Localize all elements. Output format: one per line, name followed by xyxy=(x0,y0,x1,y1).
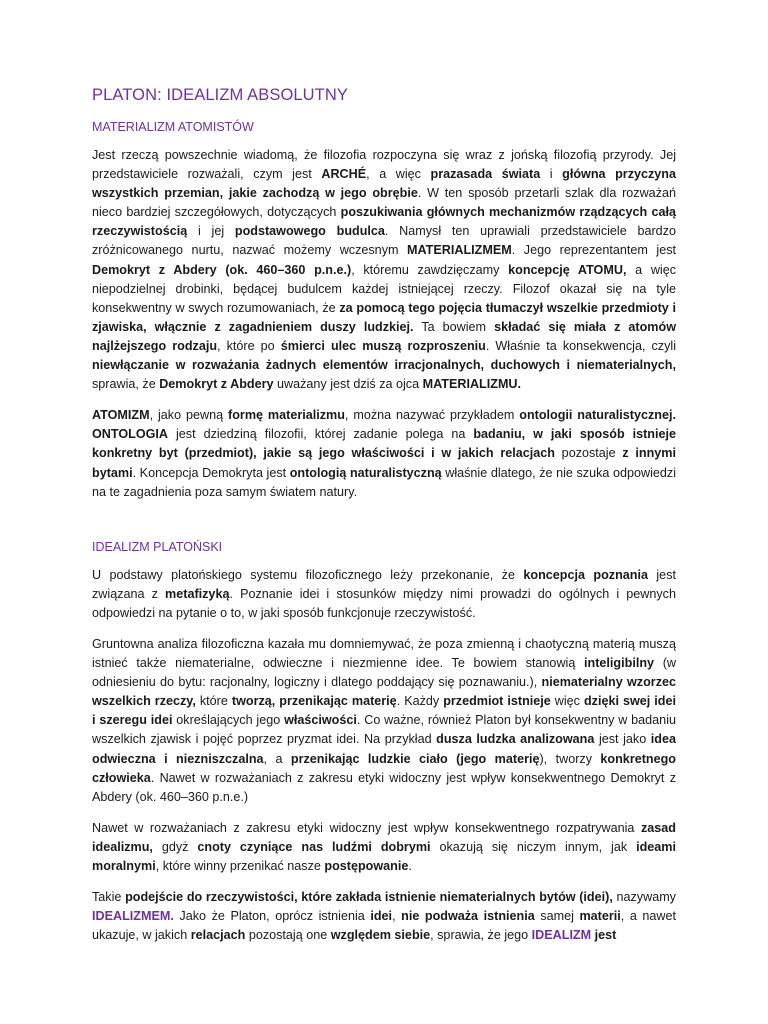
text-run: , któremu zawdzięczamy xyxy=(351,262,509,277)
bold-run: ATOMIZM xyxy=(92,408,150,423)
bold-run: koncepcja poznania xyxy=(523,567,648,582)
text-run: Gruntowna analiza filozoficzna kazała mu domniemywać, że poza zmienną i chaotyczną materią muszą istnieć także niematerialne, odwieczne i niezmienne idee. Te bowiem stanowią xyxy=(92,636,676,671)
text-run: , a nawet ukazuje, w jakich xyxy=(92,909,676,943)
text-run: . W ten sposób przetarli szlak dla rozważań nieco bardziej szczegółowych, dotyczących xyxy=(92,186,676,220)
bold-run: zasad idealizmu, xyxy=(92,820,676,854)
text-run: , można nazywać przykładem xyxy=(344,408,520,423)
text-run: , które po xyxy=(217,338,281,353)
bold-run: koncepcję ATOMU, xyxy=(508,262,627,277)
text-run: . Nawet w rozważaniach z zakresu etyki widoczny jest wpływ konsekwentnego Demokryt z Abdery (ok. 460–360 p.n.e.) xyxy=(92,770,676,804)
bold-run: ontologii naturalistycznej. ONTOLOGIA xyxy=(92,408,676,442)
text-run: . Poznanie idei i stosunków między nimi prowadzi do ogólnych i pewnych odpowiedzi na pytanie o to, w jaki sposób funkcjonuje rzeczywistość. xyxy=(92,586,676,620)
bold-run: badaniu, w jaki sposób istnieje konkretny byt (przedmiot), jakie są jego właściwości i w jakich relacjach xyxy=(92,427,677,461)
bold-run: Demokryt z Abdery (ok. 460–360 p.n.e.) xyxy=(92,262,352,277)
bold-run: ontologią naturalistyczną xyxy=(289,465,442,480)
bold-run: MATERIALIZMU. xyxy=(422,377,522,392)
bold-run: konkretnego człowieka xyxy=(92,751,676,785)
text-run: , jako pewną xyxy=(149,408,229,423)
text-run: i jej xyxy=(187,224,235,239)
text-run: . Każdy xyxy=(396,694,444,709)
text-run: nazywamy xyxy=(612,890,676,905)
text-run: U podstawy platońskiego systemu filozoficznego leży przekonanie, że xyxy=(92,567,524,582)
bold-run: relacjach xyxy=(190,928,246,943)
text-run: jest dziedziną filozofii, której zadanie polega na xyxy=(168,427,474,442)
section-heading-materialism: MATERIALIZM ATOMISTÓW xyxy=(92,120,254,134)
section-body-idealism xyxy=(92,566,676,946)
text-run: . Jego reprezentantem jest xyxy=(511,243,676,258)
text-run: jest związana z xyxy=(92,567,676,601)
bold-run: IDEALIZMEM. xyxy=(92,909,174,924)
text-run: ), tworzy xyxy=(539,751,601,766)
bold-run: metafizyką xyxy=(165,586,230,601)
paragraph xyxy=(92,146,676,394)
document-title: PLATON: IDEALIZM ABSOLUTNY xyxy=(92,86,348,104)
section-body-materialism xyxy=(92,146,676,502)
text-run: Jako że Platon, oprócz istnienia xyxy=(173,909,371,924)
text-run: (w odniesieniu do bytu: racjonalny, logiczny i dlatego poddający się poznawaniu.), xyxy=(92,656,676,690)
bold-run: inteligibilny xyxy=(584,656,655,671)
bold-run: IDEALIZM xyxy=(531,928,592,943)
bold-run: śmierci ulec muszą rozproszeniu xyxy=(280,338,486,353)
bold-run: niewłączanie w rozważania żadnych elementów irracjonalnych, duchowych i niematerialnych, xyxy=(92,358,676,373)
bold-run: właściwości xyxy=(284,713,357,728)
text-run: i xyxy=(540,167,563,182)
text-run: . xyxy=(408,859,412,873)
bold-run: względem siebie xyxy=(330,928,431,943)
bold-run: idei xyxy=(370,909,393,924)
text-run: pozostają one xyxy=(245,928,331,943)
text-run: sprawia, że xyxy=(92,377,160,392)
text-run: uważany jest dziś za ojca xyxy=(273,377,423,392)
bold-run: podstawowego budulca xyxy=(234,224,385,239)
text-run: pozostaje xyxy=(554,446,623,461)
bold-run: poszukiwania głównych mechanizmów rządzących całą rzeczywistością xyxy=(92,205,676,239)
bold-run: przedmiot istnieje xyxy=(443,694,551,709)
bold-run: niematerialny wzorzec wszelkich rzeczy, xyxy=(92,675,676,709)
text-run: , sprawia, że jego xyxy=(430,928,532,943)
bold-run: dusza ludzka analizowana xyxy=(436,732,595,747)
text-run: określających jego xyxy=(172,713,285,728)
text-run: okazują się niczym innym, jak xyxy=(430,839,637,854)
bold-run: formę materializmu xyxy=(228,408,345,423)
text-run: właśnie dlatego, że nie szuka odpowiedzi na te zagadnienia poza samym światem natury. xyxy=(92,465,676,499)
bold-run: MATERIALIZMEM xyxy=(407,243,512,258)
bold-run: podejście do rzeczywistości, które zakłada istnienie niematerialnych bytów (idei), xyxy=(125,890,613,905)
bold-run: idea odwieczna i niezniszczalna xyxy=(92,732,676,766)
text-run: . Namysł ten uprawiali przedstawiciele bardzo zróżnicowanego nurtu, nazwać możemy wczesnym xyxy=(92,224,676,258)
bold-run: postępowanie xyxy=(324,859,409,873)
paragraph xyxy=(92,406,676,501)
text-run: więc xyxy=(550,694,584,709)
paragraph xyxy=(92,635,676,807)
text-run: samej xyxy=(534,909,580,924)
text-run: Nawet w rozważaniach z zakresu etyki widoczny jest wpływ konsekwentnego rozpatrywania xyxy=(92,820,641,835)
bold-run: jest xyxy=(594,928,617,943)
bold-run: główna przyczyna wszystkich przemian, jakie zachodzą w jego obrębie xyxy=(92,167,676,201)
text-run: gdyż xyxy=(152,839,198,854)
bold-run: nie podważa istnienia xyxy=(401,909,535,924)
bold-run: za pomocą tego pojęcia tłumaczył wszelkie przedmioty i zjawiska, włącznie z zagadnieniem duszy ludzkiej. xyxy=(92,300,676,334)
bold-run: ARCHÉ xyxy=(321,167,367,182)
bold-run: ideami moralnymi xyxy=(92,839,676,873)
section-heading-idealism: IDEALIZM PLATOŃSKI xyxy=(92,539,223,554)
paragraph xyxy=(92,566,676,623)
text-run: . Właśnie ta konsekwencja, czyli xyxy=(485,338,676,353)
text-run: , które winny przenikać nasze xyxy=(155,859,325,873)
text-run: . Co ważne, również Platon był konsekwentny w badaniu wszelkich zjawisk i pojęć poprzez pryzmat idei. Na przykład xyxy=(92,713,676,747)
text-run: a więc niepodzielnej drobinki, będącej budulcem każdej istniejącej rzeczy. Filozof okazał się na tyle konsekwentny w swych rozumowaniach, że xyxy=(92,262,677,315)
text-run: które xyxy=(195,694,232,709)
text-run: Jest rzeczą powszechnie wiadomą, że filozofia rozpoczyna się wraz z jońską filozofią przyrody. Jej przedstawiciele rozważali, czym jest xyxy=(92,148,676,182)
paragraph xyxy=(92,888,676,945)
text-run: Ta bowiem xyxy=(413,319,495,334)
paragraph xyxy=(92,819,676,876)
bold-run: z innymi bytami xyxy=(92,446,676,480)
text-run: jest jako xyxy=(594,732,651,747)
bold-run: prazasada świata xyxy=(430,167,541,182)
text-run: Takie xyxy=(92,890,126,905)
text-run: , a xyxy=(263,751,291,766)
bold-run: materii xyxy=(579,909,621,924)
bold-run: cnoty czyniące nas ludźmi dobrymi xyxy=(197,839,431,854)
bold-run: tworzą, przenikając materię xyxy=(231,694,397,709)
text-run: . Koncepcja Demokryta jest xyxy=(132,465,290,480)
bold-run: przenikając ludzkie ciało (jego materię xyxy=(290,751,540,766)
text-run: , a więc xyxy=(366,167,431,182)
bold-run: Demokryt z Abdery xyxy=(159,377,274,392)
text-run: , xyxy=(392,909,402,924)
bold-run: składać się miała z atomów najlżejszego rodzaju xyxy=(92,319,676,353)
bold-run: dzięki swej idei i szeregu idei xyxy=(92,694,676,728)
